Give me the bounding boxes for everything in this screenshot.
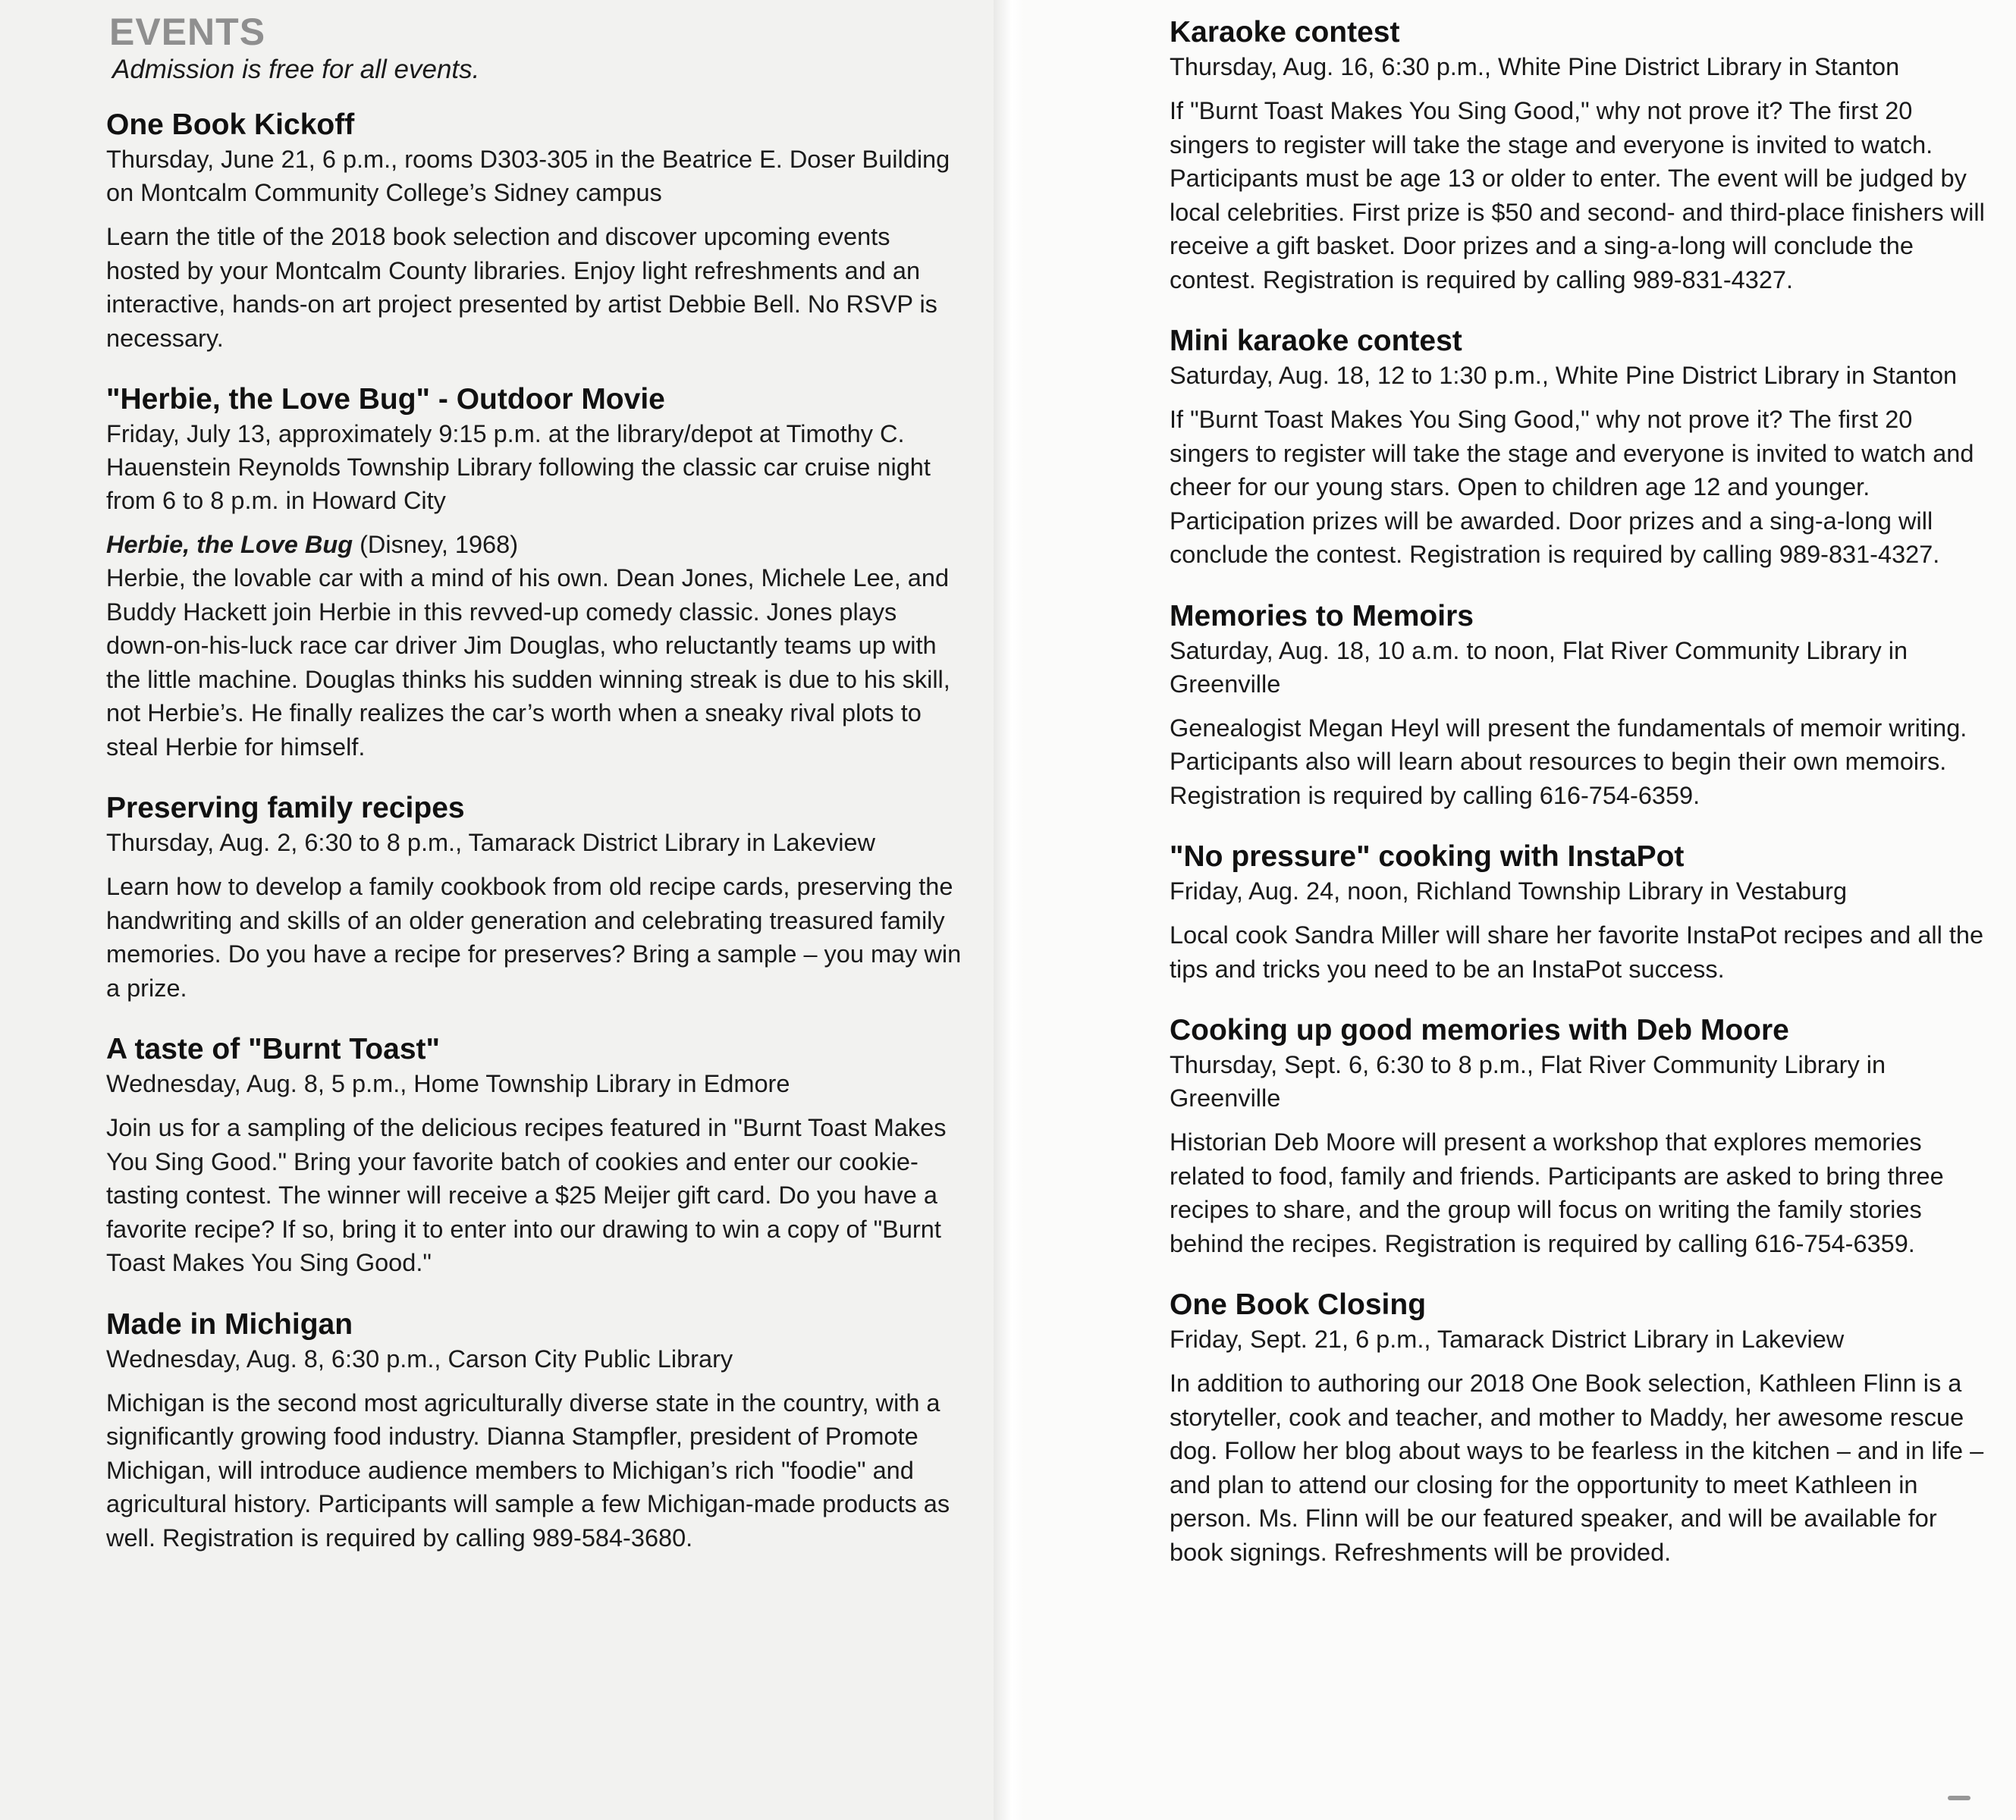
event-description: If "Burnt Toast Makes You Sing Good," why not prove it? The first 20 singers to register will take the stage and everyone is invited to watch. Participants must be age 13 or older to enter. The event will be judged by local celebrities. First prize is $50 and second- and third-place finishers will receive a gift basket. Door prizes and a sing-a-long will conclude the contest. Registration is required by calling 989-831-4327.	[1170, 97, 1985, 293]
event-description: Historian Deb Moore will present a workshop that explores memories related to food, family and friends. Participants are asked to bring three recipes to share, and the group will focus on writing the family stories behind the recipes. Registration is required by calling 616-754-6359.	[1170, 1128, 1944, 1257]
event-description: Local cook Sandra Miller will share her favorite InstaPot recipes and all the tips and tricks you need to be an InstaPot success.	[1170, 921, 1984, 983]
event-datetime: Thursday, Aug. 16, 6:30 p.m., White Pine District Library in Stanton	[1170, 53, 1900, 80]
event-title: "Herbie, the Love Bug" - Outdoor Movie	[106, 383, 665, 416]
section-subtitle: Admission is free for all events.	[112, 55, 480, 84]
event-one-book-closing	[1170, 1288, 1989, 1569]
section-title: EVENTS	[109, 11, 266, 53]
event-title: Karaoke contest	[1170, 16, 1400, 49]
event-mini-karaoke-contest	[1170, 324, 1989, 572]
event-datetime: Wednesday, Aug. 8, 5 p.m., Home Township Library in Edmore	[106, 1070, 790, 1097]
event-title: Preserving family recipes	[106, 792, 465, 824]
event-datetime: Saturday, Aug. 18, 12 to 1:30 p.m., White Pine District Library in Stanton	[1170, 362, 1958, 389]
event-datetime: Thursday, Aug. 2, 6:30 to 8 p.m., Tamarack District Library in Lakeview	[106, 829, 875, 856]
event-description: Michigan is the second most agriculturally diverse state in the country, with a significantly growing food industry. Dianna Stampfler, president of Promote Michigan, will introduce audience members to Michigan’s rich "foodie" and agricultural history. Participants will sample a few Michigan-made products as well. Registration is required by calling 989-584-3680.	[106, 1389, 950, 1552]
event-datetime: Wednesday, Aug. 8, 6:30 p.m., Carson City Public Library	[106, 1345, 733, 1373]
film-title: Herbie, the Love Bug	[106, 531, 353, 558]
event-title: Made in Michigan	[106, 1307, 353, 1341]
event-datetime: Thursday, Sept. 6, 6:30 to 8 p.m., Flat River Community Library in Greenville	[1170, 1051, 1886, 1112]
left-column	[106, 0, 963, 1582]
event-description: In addition to authoring our 2018 One Book selection, Kathleen Flinn is a storyteller, cook and teacher, and mother to Maddy, her awesome rescue dog. Follow her blog about ways to be fearless in the kitchen – and in life – and plan to attend our closing for the opportunity to meet Kathleen in person. Ms. Flinn will be our featured speaker, and will be available for book signings. Refreshments will be provided.	[1170, 1370, 1984, 1566]
event-description: Learn the title of the 2018 book selection and discover upcoming events hosted by your Montcalm County libraries. Enjoy light refreshments and an interactive, hands-on art project presented by artist Debbie Bell. No RSVP is necessary.	[106, 223, 937, 352]
event-datetime: Friday, Sept. 21, 6 p.m., Tamarack District Library in Lakeview	[1170, 1326, 1845, 1353]
event-title: Mini karaoke contest	[1170, 325, 1462, 357]
scan-speck	[1948, 1796, 1970, 1800]
event-karaoke-contest	[1170, 15, 1989, 297]
event-memories-to-memoirs	[1170, 599, 1989, 813]
event-datetime: Thursday, June 21, 6 p.m., rooms D303-305 in the Beatrice E. Doser Building on Montcalm Community College’s Sidney campus	[106, 146, 950, 206]
event-datetime: Friday, Aug. 24, noon, Richland Township Library in Vestaburg	[1170, 877, 1848, 905]
film-line	[106, 528, 963, 561]
event-one-book-kickoff	[106, 108, 963, 355]
event-cooking-good-memories	[1170, 1013, 1989, 1260]
event-made-in-michigan	[106, 1307, 963, 1555]
event-description: If "Burnt Toast Makes You Sing Good," why not prove it? The first 20 singers to register will take the stage and everyone is invited to watch and cheer for our young stars. Open to children age 12 and younger. Participation prizes will be awarded. Door prizes and a sing-a-long will conclude the contest. Registration is required by calling 989-831-4327.	[1170, 406, 1974, 568]
event-title: Cooking up good memories with Deb Moore	[1170, 1014, 1789, 1046]
event-preserving-recipes	[106, 791, 963, 1005]
event-instapot-cooking	[1170, 839, 1989, 986]
event-description: Learn how to develop a family cookbook from old recipe cards, preserving the handwriting and skills of an older generation and celebrating treasured family memories. Do you have a recipe for preserves? Bring a sample – you may win a prize.	[106, 873, 962, 1002]
right-page	[1008, 0, 2016, 1820]
event-title: "No pressure" cooking with InstaPot	[1170, 840, 1685, 873]
page-spine	[994, 0, 1024, 1820]
event-description: Herbie, the lovable car with a mind of his own. Dean Jones, Michele Lee, and Buddy Hackett join Herbie in this revved-up comedy classic. Jones plays down-on-his-luck race car driver Jim Douglas, who reluctantly teams up with the little machine. Douglas thinks his sudden winning streak is due to his skill, not Herbie’s. He finally realizes the car’s worth when a sneaky rival plots to steal Herbie for himself.	[106, 564, 950, 761]
film-meta: (Disney, 1968)	[353, 531, 519, 558]
event-description: Join us for a sampling of the delicious recipes featured in "Burnt Toast Makes You Sing Good." Bring your favorite batch of cookies and enter our cookie-tasting contest. The winner will receive a $25 Meijer gift card. Do you have a favorite recipe? If so, bring it to enter into our drawing to win a copy of "Burnt Toast Makes You Sing Good."	[106, 1114, 947, 1276]
event-title: A taste of "Burnt Toast"	[106, 1033, 440, 1065]
event-datetime: Friday, July 13, approximately 9:15 p.m. at the library/depot at Timothy C. Hauenstein Reynolds Township Library following the classic car cruise night from 6 to 8 p.m. in Howard City	[106, 420, 931, 514]
event-outdoor-movie	[106, 382, 963, 764]
event-description: Genealogist Megan Heyl will present the fundamentals of memoir writing. Participants also will learn about resources to begin their own memoirs. Registration is required by calling 616-754-6359.	[1170, 714, 1967, 809]
event-datetime: Saturday, Aug. 18, 10 a.m. to noon, Flat River Community Library in Greenville	[1170, 636, 1908, 698]
event-title: One Book Closing	[1170, 1288, 1427, 1321]
event-burnt-toast	[106, 1032, 963, 1280]
right-column	[1170, 0, 1989, 1596]
event-title: Memories to Memoirs	[1170, 599, 1474, 632]
event-title: One Book Kickoff	[106, 108, 355, 141]
